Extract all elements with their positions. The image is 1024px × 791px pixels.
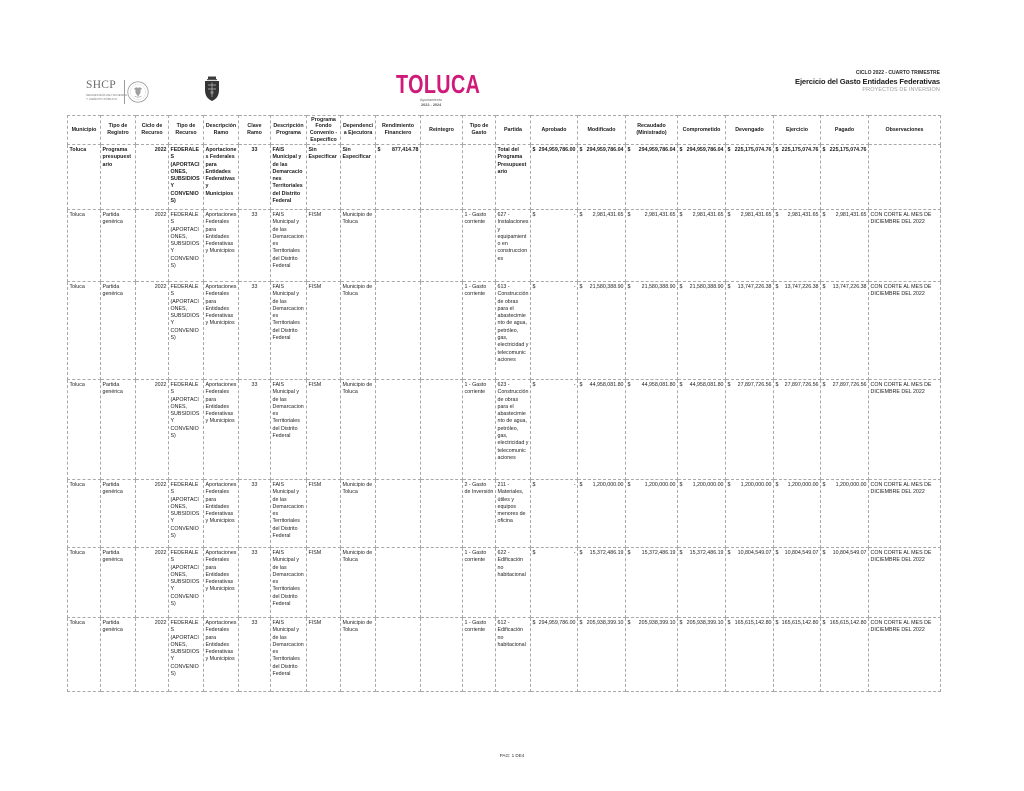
amount-value: 10,804,549.07 bbox=[832, 550, 867, 556]
currency-symbol: $ bbox=[627, 284, 631, 290]
cell-dependencia-ejecutora: Municipio de Toluca bbox=[341, 480, 376, 548]
cell-recaudado bbox=[626, 618, 678, 692]
cell-devengado bbox=[726, 618, 774, 692]
cell-recaudado bbox=[626, 282, 678, 380]
cell-programa-fondo: FISM bbox=[307, 282, 341, 380]
cell-comprometido bbox=[678, 210, 726, 282]
currency-symbol: $ bbox=[822, 620, 826, 626]
report-header bbox=[795, 70, 940, 94]
currency-symbol: $ bbox=[822, 382, 826, 388]
cell-ciclo: 2022 bbox=[136, 480, 169, 548]
col-header-municipio: Municipio bbox=[68, 116, 101, 145]
cell-tipo-recurso: FEDERALES (APORTACIONES, SUBSIDIOS Y CONVENIOS) bbox=[169, 282, 204, 380]
cell-programa-fondo: FISM bbox=[307, 380, 341, 480]
amount-value: 13,747,226.38 bbox=[832, 284, 867, 290]
currency-symbol: $ bbox=[579, 482, 583, 488]
cell-tipo-registro: Programa presupuestario bbox=[101, 145, 136, 210]
currency-symbol: $ bbox=[627, 212, 631, 218]
col-header-clave-ramo: Clave Ramo bbox=[239, 116, 271, 145]
cell-tipo-recurso: FEDERALES (APORTACIONES, SUBSIDIOS Y CONVENIOS) bbox=[169, 618, 204, 692]
currency-symbol: $ bbox=[532, 147, 536, 153]
cell-tipo-gasto: 1 - Gasto corriente bbox=[463, 210, 496, 282]
currency-symbol: $ bbox=[679, 382, 683, 388]
cell-devengado bbox=[726, 548, 774, 618]
report-title: Ejercicio del Gasto Entidades Federativas bbox=[795, 77, 940, 86]
cell-devengado bbox=[726, 380, 774, 480]
col-header-comprometido: Comprometido bbox=[678, 116, 726, 145]
currency-symbol: $ bbox=[822, 284, 826, 290]
cell-descripcion-ramo: Aportaciones Federales para Entidades Federativas y Municipios bbox=[204, 380, 239, 480]
cell-tipo-registro: Partida genérica bbox=[101, 380, 136, 480]
cell-municipio: Toluca bbox=[68, 282, 101, 380]
cell-modificado bbox=[578, 210, 626, 282]
cell-clave-ramo: 33 bbox=[239, 145, 271, 210]
currency-symbol: $ bbox=[627, 147, 631, 153]
cell-ejercicio bbox=[774, 380, 821, 480]
currency-symbol: $ bbox=[775, 147, 779, 153]
col-header-tipo-gasto: Tipo de Gasto bbox=[463, 116, 496, 145]
cell-ciclo: 2022 bbox=[136, 145, 169, 210]
currency-symbol: $ bbox=[727, 620, 731, 626]
cell-observaciones: CON CORTE AL MES DE DICIEMBRE DEL 2022 bbox=[869, 480, 941, 548]
amount-value: 2,981,431.65 bbox=[644, 212, 676, 218]
cell-rendimiento-financiero bbox=[376, 282, 421, 380]
cell-dependencia-ejecutora: Municipio de Toluca bbox=[341, 618, 376, 692]
currency-symbol: $ bbox=[679, 147, 683, 153]
cell-ciclo: 2022 bbox=[136, 618, 169, 692]
currency-symbol: $ bbox=[579, 620, 583, 626]
cell-pagado bbox=[821, 145, 869, 210]
cell-aprobado bbox=[531, 210, 578, 282]
cell-devengado bbox=[726, 145, 774, 210]
amount-value: 294,959,786.04 bbox=[686, 147, 724, 153]
amount-value: 10,804,549.07 bbox=[784, 550, 819, 556]
cell-descripcion-programa: FAIS Municipal y de las Demarcaciones Territoriales del Distrito Federal bbox=[271, 380, 307, 480]
currency-symbol: $ bbox=[579, 382, 583, 388]
amount-value: - bbox=[573, 550, 576, 556]
cell-pagado bbox=[821, 480, 869, 548]
cell-modificado bbox=[578, 282, 626, 380]
cell-aprobado bbox=[531, 145, 578, 210]
cell-recaudado bbox=[626, 145, 678, 210]
currency-symbol: $ bbox=[727, 482, 731, 488]
cell-dependencia-ejecutora: Sin Especificar bbox=[341, 145, 376, 210]
cell-aprobado bbox=[531, 548, 578, 618]
currency-symbol: $ bbox=[377, 147, 381, 153]
cell-comprometido bbox=[678, 380, 726, 480]
cell-devengado bbox=[726, 282, 774, 380]
table-row bbox=[68, 480, 941, 548]
cell-programa-fondo: Sin Especificar bbox=[307, 145, 341, 210]
currency-symbol: $ bbox=[822, 482, 826, 488]
currency-symbol: $ bbox=[727, 147, 731, 153]
col-header-pagado: Pagado bbox=[821, 116, 869, 145]
amount-value: 294,959,786.04 bbox=[586, 147, 624, 153]
cell-tipo-registro: Partida genérica bbox=[101, 548, 136, 618]
col-header-modificado: Modificado bbox=[578, 116, 626, 145]
shcp-subtitle-line1: SECRETARÍA DE HACIENDA bbox=[86, 93, 128, 97]
amount-value: - bbox=[573, 382, 576, 388]
cell-tipo-recurso: FEDERALES (APORTACIONES, SUBSIDIOS Y CONVENIOS) bbox=[169, 548, 204, 618]
col-header-programa-fondo: Programa Fondo Convenio - Específico bbox=[307, 116, 341, 145]
cell-clave-ramo: 33 bbox=[239, 618, 271, 692]
amount-value: 225,175,074.76 bbox=[829, 147, 867, 153]
cell-reintegro bbox=[421, 282, 463, 380]
cell-clave-ramo: 33 bbox=[239, 480, 271, 548]
amount-value: 13,747,226.38 bbox=[784, 284, 819, 290]
cell-modificado bbox=[578, 380, 626, 480]
cell-rendimiento-financiero bbox=[376, 548, 421, 618]
cell-programa-fondo: FISM bbox=[307, 480, 341, 548]
currency-symbol: $ bbox=[532, 382, 536, 388]
cell-descripcion-ramo: Aportaciones Federales para Entidades Federativas y Municipios bbox=[204, 548, 239, 618]
amount-value: 13,747,226.38 bbox=[737, 284, 772, 290]
cell-municipio: Toluca bbox=[68, 210, 101, 282]
table-header-row bbox=[68, 116, 941, 145]
cell-rendimiento-financiero bbox=[376, 145, 421, 210]
amount-value: 165,615,142.80 bbox=[734, 620, 772, 626]
cell-descripcion-ramo: Aportaciones Federales para Entidades Federativas y Municipios bbox=[204, 210, 239, 282]
table-row bbox=[68, 380, 941, 480]
cell-tipo-recurso: FEDERALES (APORTACIONES, SUBSIDIOS Y CONVENIOS) bbox=[169, 210, 204, 282]
cell-descripcion-ramo: Aportaciones Federales para Entidades Federativas y Municipios bbox=[204, 145, 239, 210]
table-row bbox=[68, 548, 941, 618]
amount-value: 165,615,142.80 bbox=[781, 620, 819, 626]
amount-value: 294,959,786.00 bbox=[538, 620, 576, 626]
cell-partida: 211 - Materiales, útiles y equipos menores de oficina bbox=[496, 480, 531, 548]
cell-observaciones: CON CORTE AL MES DE DICIEMBRE DEL 2022 bbox=[869, 282, 941, 380]
cell-rendimiento-financiero bbox=[376, 618, 421, 692]
cell-descripcion-programa: FAIS Municipal y de las Demarcaciones Territoriales del Distrito Federal bbox=[271, 618, 307, 692]
cell-programa-fondo: FISM bbox=[307, 548, 341, 618]
cell-clave-ramo: 33 bbox=[239, 210, 271, 282]
cell-aprobado bbox=[531, 480, 578, 548]
cell-ejercicio bbox=[774, 145, 821, 210]
amount-value: 44,958,081.80 bbox=[589, 382, 624, 388]
cell-dependencia-ejecutora: Municipio de Toluca bbox=[341, 380, 376, 480]
cell-pagado bbox=[821, 380, 869, 480]
cell-reintegro bbox=[421, 548, 463, 618]
cell-descripcion-programa: FAIS Municipal y de las Demarcaciones Territoriales del Distrito Federal bbox=[271, 548, 307, 618]
cell-modificado bbox=[578, 480, 626, 548]
amount-value: - bbox=[573, 212, 576, 218]
amount-value: 2,981,431.65 bbox=[835, 212, 867, 218]
col-header-devengado: Devengado bbox=[726, 116, 774, 145]
cell-ejercicio bbox=[774, 548, 821, 618]
amount-value: 44,958,081.80 bbox=[689, 382, 724, 388]
cell-aprobado bbox=[531, 380, 578, 480]
shcp-acronym: SHCP bbox=[86, 79, 116, 91]
cell-tipo-gasto: 1 - Gasto corriente bbox=[463, 380, 496, 480]
amount-value: 10,804,549.07 bbox=[737, 550, 772, 556]
currency-symbol: $ bbox=[775, 482, 779, 488]
currency-symbol: $ bbox=[532, 620, 536, 626]
amount-value: 2,981,431.65 bbox=[740, 212, 772, 218]
cell-observaciones: CON CORTE AL MES DE DICIEMBRE DEL 2022 bbox=[869, 548, 941, 618]
cell-clave-ramo: 33 bbox=[239, 282, 271, 380]
cell-partida: 612 - Edificación no habitacional bbox=[496, 618, 531, 692]
cell-municipio: Toluca bbox=[68, 380, 101, 480]
currency-symbol: $ bbox=[532, 482, 536, 488]
cell-observaciones: CON CORTE AL MES DE DICIEMBRE DEL 2022 bbox=[869, 380, 941, 480]
eagle-seal-icon bbox=[127, 80, 149, 109]
amount-value: - bbox=[573, 482, 576, 488]
cell-programa-fondo: FISM bbox=[307, 210, 341, 282]
cell-reintegro bbox=[421, 480, 463, 548]
currency-symbol: $ bbox=[679, 550, 683, 556]
amount-value: 21,580,388.90 bbox=[589, 284, 624, 290]
col-header-descripcion-ramo: Descripción Ramo bbox=[204, 116, 239, 145]
currency-symbol: $ bbox=[627, 482, 631, 488]
cell-rendimiento-financiero bbox=[376, 480, 421, 548]
cell-ciclo: 2022 bbox=[136, 548, 169, 618]
cell-recaudado bbox=[626, 210, 678, 282]
currency-symbol: $ bbox=[727, 550, 731, 556]
amount-value: 2,981,431.65 bbox=[692, 212, 724, 218]
cell-descripcion-programa: FAIS Municipal y de las Demarcaciones Territoriales del Distrito Federal bbox=[271, 480, 307, 548]
amount-value: 27,897,726.56 bbox=[784, 382, 819, 388]
cell-devengado bbox=[726, 480, 774, 548]
cell-dependencia-ejecutora: Municipio de Toluca bbox=[341, 282, 376, 380]
cell-tipo-recurso: FEDERALES (APORTACIONES, SUBSIDIOS Y CONVENIOS) bbox=[169, 380, 204, 480]
toluca-coat-of-arms-icon bbox=[203, 76, 221, 107]
cell-ejercicio bbox=[774, 282, 821, 380]
cell-pagado bbox=[821, 618, 869, 692]
cell-comprometido bbox=[678, 480, 726, 548]
shcp-subtitle-line2: Y CRÉDITO PÚBLICO bbox=[86, 96, 118, 101]
amount-value: 1,200,000.00 bbox=[592, 482, 624, 488]
currency-symbol: $ bbox=[532, 284, 536, 290]
currency-symbol: $ bbox=[579, 550, 583, 556]
cell-modificado bbox=[578, 548, 626, 618]
col-header-reintegro: Reintegro bbox=[421, 116, 463, 145]
page-number: PAG: 1 DE4 bbox=[499, 753, 525, 758]
table-row bbox=[68, 618, 941, 692]
amount-value: 21,580,388.90 bbox=[689, 284, 724, 290]
cell-tipo-recurso: FEDERALES (APORTACIONES, SUBSIDIOS Y CONVENIOS) bbox=[169, 480, 204, 548]
cell-clave-ramo: 33 bbox=[239, 548, 271, 618]
amount-value: 1,200,000.00 bbox=[740, 482, 772, 488]
cell-descripcion-ramo: Aportaciones Federales para Entidades Federativas y Municipios bbox=[204, 480, 239, 548]
cell-descripcion-programa: FAIS Municipal y de las Demarcaciones Territoriales del Distrito Federal bbox=[271, 145, 307, 210]
cell-pagado bbox=[821, 210, 869, 282]
cell-comprometido bbox=[678, 548, 726, 618]
col-header-rendimiento-financiero: Rendimiento Financiero bbox=[376, 116, 421, 145]
cell-tipo-gasto bbox=[463, 145, 496, 210]
cell-tipo-registro: Partida genérica bbox=[101, 618, 136, 692]
amount-value: 294,959,786.00 bbox=[538, 147, 576, 153]
cell-municipio: Toluca bbox=[68, 145, 101, 210]
amount-value: 225,175,074.76 bbox=[734, 147, 772, 153]
table-row-total bbox=[68, 145, 941, 210]
shcp-logo bbox=[86, 79, 128, 102]
currency-symbol: $ bbox=[679, 482, 683, 488]
cell-tipo-registro: Partida genérica bbox=[101, 480, 136, 548]
amount-value: 27,897,726.56 bbox=[832, 382, 867, 388]
cell-observaciones: CON CORTE AL MES DE DICIEMBRE DEL 2022 bbox=[869, 210, 941, 282]
currency-symbol: $ bbox=[775, 212, 779, 218]
cell-recaudado bbox=[626, 480, 678, 548]
currency-symbol: $ bbox=[579, 212, 583, 218]
currency-symbol: $ bbox=[627, 550, 631, 556]
cell-comprometido bbox=[678, 618, 726, 692]
cell-modificado bbox=[578, 145, 626, 210]
cell-reintegro bbox=[421, 210, 463, 282]
col-header-ejercicio: Ejercicio bbox=[774, 116, 821, 145]
currency-symbol: $ bbox=[727, 382, 731, 388]
cell-tipo-gasto: 1 - Gasto corriente bbox=[463, 548, 496, 618]
col-header-recaudado: Recaudado (Ministrado) bbox=[626, 116, 678, 145]
amount-value: 2,981,431.65 bbox=[787, 212, 819, 218]
currency-symbol: $ bbox=[579, 284, 583, 290]
table-body bbox=[68, 145, 941, 692]
report-subtitle: PROYECTOS DE INVERSION bbox=[862, 87, 940, 93]
toluca-wordmark: TOLUCA bbox=[396, 69, 481, 99]
amount-value: 1,200,000.00 bbox=[692, 482, 724, 488]
cell-devengado bbox=[726, 210, 774, 282]
cell-recaudado bbox=[626, 548, 678, 618]
amount-value: 877,414.78 bbox=[391, 147, 419, 153]
cell-rendimiento-financiero bbox=[376, 380, 421, 480]
cell-municipio: Toluca bbox=[68, 618, 101, 692]
cell-municipio: Toluca bbox=[68, 480, 101, 548]
report-cycle: CICLO 2022 - CUARTO TRIMESTRE bbox=[855, 70, 940, 76]
col-header-observaciones: Observaciones bbox=[869, 116, 941, 145]
cell-ciclo: 2022 bbox=[136, 380, 169, 480]
cell-descripcion-programa: FAIS Municipal y de las Demarcaciones Territoriales del Distrito Federal bbox=[271, 282, 307, 380]
amount-value: 44,958,081.80 bbox=[641, 382, 676, 388]
currency-symbol: $ bbox=[727, 212, 731, 218]
cell-ciclo: 2022 bbox=[136, 282, 169, 380]
toluca-logo-line1: Ayuntamiento bbox=[420, 98, 442, 102]
amount-value: - bbox=[573, 284, 576, 290]
currency-symbol: $ bbox=[822, 212, 826, 218]
currency-symbol: $ bbox=[775, 382, 779, 388]
cell-tipo-recurso: FEDERALES (APORTACIONES, SUBSIDIOS Y CONVENIOS) bbox=[169, 145, 204, 210]
cell-aprobado bbox=[531, 618, 578, 692]
currency-symbol: $ bbox=[727, 284, 731, 290]
amount-value: 205,938,399.10 bbox=[586, 620, 624, 626]
cell-rendimiento-financiero bbox=[376, 210, 421, 282]
cell-ejercicio bbox=[774, 210, 821, 282]
currency-symbol: $ bbox=[627, 382, 631, 388]
col-header-tipo-recurso: Tipo de Recurso bbox=[169, 116, 204, 145]
cell-recaudado bbox=[626, 380, 678, 480]
currency-symbol: $ bbox=[627, 620, 631, 626]
amount-value: 205,938,399.10 bbox=[686, 620, 724, 626]
cell-partida: Total del Programa Presupuestario bbox=[496, 145, 531, 210]
amount-value: 15,372,486.19 bbox=[641, 550, 676, 556]
amount-value: 15,372,486.19 bbox=[689, 550, 724, 556]
cell-dependencia-ejecutora: Municipio de Toluca bbox=[341, 210, 376, 282]
currency-symbol: $ bbox=[775, 620, 779, 626]
cell-reintegro bbox=[421, 380, 463, 480]
cell-tipo-gasto: 1 - Gasto corriente bbox=[463, 282, 496, 380]
currency-symbol: $ bbox=[679, 284, 683, 290]
table-row bbox=[68, 282, 941, 380]
col-header-ciclo: Ciclo de Recurso bbox=[136, 116, 169, 145]
amount-value: 1,200,000.00 bbox=[835, 482, 867, 488]
cell-reintegro bbox=[421, 145, 463, 210]
cell-reintegro bbox=[421, 618, 463, 692]
cell-ejercicio bbox=[774, 480, 821, 548]
amount-value: 21,580,388.90 bbox=[641, 284, 676, 290]
currency-symbol: $ bbox=[532, 550, 536, 556]
col-header-aprobado: Aprobado bbox=[531, 116, 578, 145]
cell-programa-fondo: FISM bbox=[307, 618, 341, 692]
currency-symbol: $ bbox=[579, 147, 583, 153]
col-header-descripcion-programa: Descripción Programa bbox=[271, 116, 307, 145]
amount-value: 15,372,486.19 bbox=[589, 550, 624, 556]
amount-value: 27,897,726.56 bbox=[737, 382, 772, 388]
cell-partida: 627 - Instalaciones y equipamiento en construcciones bbox=[496, 210, 531, 282]
amount-value: 205,938,399.10 bbox=[638, 620, 676, 626]
cell-ejercicio bbox=[774, 618, 821, 692]
currency-symbol: $ bbox=[775, 550, 779, 556]
cell-tipo-registro: Partida genérica bbox=[101, 282, 136, 380]
cell-ciclo: 2022 bbox=[136, 210, 169, 282]
cell-pagado bbox=[821, 282, 869, 380]
cell-modificado bbox=[578, 618, 626, 692]
table-row bbox=[68, 210, 941, 282]
cell-tipo-gasto: 2 - Gasto de Inversión bbox=[463, 480, 496, 548]
cell-clave-ramo: 33 bbox=[239, 380, 271, 480]
cell-partida: 623 - Construcción de obras para el abastecimiento de agua, petróleo, gas, electricidad y telecomunicaciones bbox=[496, 380, 531, 480]
cell-aprobado bbox=[531, 282, 578, 380]
col-header-dependencia-ejecutora: Dependencia Ejecutora bbox=[341, 116, 376, 145]
currency-symbol: $ bbox=[822, 550, 826, 556]
currency-symbol: $ bbox=[822, 147, 826, 153]
cell-tipo-gasto: 1 - Gasto corriente bbox=[463, 618, 496, 692]
cell-descripcion-programa: FAIS Municipal y de las Demarcaciones Territoriales del Distrito Federal bbox=[271, 210, 307, 282]
cell-comprometido bbox=[678, 145, 726, 210]
cell-observaciones: CON CORTE AL MES DE DICIEMBRE DEL 2022 bbox=[869, 618, 941, 692]
cell-tipo-registro: Partida genérica bbox=[101, 210, 136, 282]
expense-table bbox=[67, 115, 940, 692]
currency-symbol: $ bbox=[679, 212, 683, 218]
cell-partida: 613 - Construcción de obras para el abastecimiento de agua, petróleo, gas, electricidad y telecomunicaciones bbox=[496, 282, 531, 380]
cell-dependencia-ejecutora: Municipio de Toluca bbox=[341, 548, 376, 618]
cell-pagado bbox=[821, 548, 869, 618]
amount-value: 225,175,074.76 bbox=[781, 147, 819, 153]
amount-value: 1,200,000.00 bbox=[644, 482, 676, 488]
amount-value: 165,615,142.80 bbox=[829, 620, 867, 626]
amount-value: 294,959,786.04 bbox=[638, 147, 676, 153]
cell-descripcion-ramo: Aportaciones Federales para Entidades Federativas y Municipios bbox=[204, 618, 239, 692]
amount-value: 1,200,000.00 bbox=[787, 482, 819, 488]
cell-descripcion-ramo: Aportaciones Federales para Entidades Federativas y Municipios bbox=[204, 282, 239, 380]
currency-symbol: $ bbox=[532, 212, 536, 218]
toluca-logo-line2: 2022 - 2024 bbox=[421, 103, 442, 107]
currency-symbol: $ bbox=[679, 620, 683, 626]
col-header-tipo-registro: Tipo de Registro bbox=[101, 116, 136, 145]
cell-comprometido bbox=[678, 282, 726, 380]
col-header-partida: Partida bbox=[496, 116, 531, 145]
cell-observaciones bbox=[869, 145, 941, 210]
cell-municipio: Toluca bbox=[68, 548, 101, 618]
amount-value: 2,981,431.65 bbox=[592, 212, 624, 218]
currency-symbol: $ bbox=[775, 284, 779, 290]
logo-divider bbox=[124, 80, 125, 104]
cell-partida: 622 - Edificación no habitacional bbox=[496, 548, 531, 618]
